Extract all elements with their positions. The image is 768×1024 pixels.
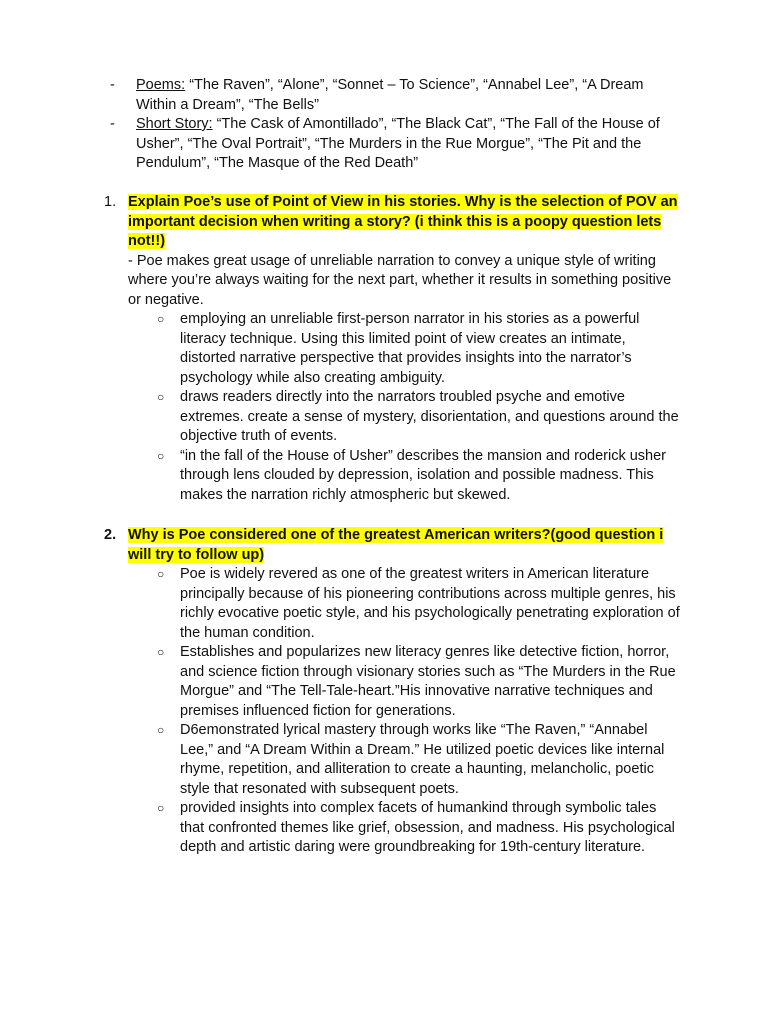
short-story-text: “The Cask of Amontillado”, “The Black Cat”, “The Fall of the House of Usher”, “The Oval Portrait”, “The Murders in the Rue Morgue”, “The Pit and the Pendulum”, “The Masque of the Red Death” xyxy=(136,116,660,171)
question-2-heading: Why is Poe considered one of the greatest American writers?(good question i will try to follow up) xyxy=(128,527,664,563)
hollow-circle-bullet-icon: ○ xyxy=(157,723,165,737)
hollow-circle-bullet-icon: ○ xyxy=(157,567,165,581)
list-item xyxy=(157,447,684,506)
question-1-bullets xyxy=(128,310,684,505)
list-item xyxy=(157,310,684,388)
bullet-text: D6emonstrated lyrical mastery through works like “The Raven,” “Annabel Lee,” and “A Dream Within a Dream.” He utilized poetic devices like internal rhyme, repetition, and alliteration to create a haunting, melancholic, poetic style that resonated with subsequent poets. xyxy=(180,722,665,797)
question-1-number: 1. xyxy=(104,194,117,210)
works-list xyxy=(110,76,680,174)
works-list-item-poems xyxy=(110,76,680,115)
list-item xyxy=(157,721,684,799)
bullet-text: Establishes and popularizes new literacy genres like detective fiction, horror, and science fiction through visionary stories such as “The Murders in the Rue Morgue” and “The Tell-Tale-heart.”His innovative narrative techniques and premises influenced fiction for generations. xyxy=(180,644,676,719)
question-2-number: 2. xyxy=(104,527,117,543)
bullet-text: employing an unreliable first-person narrator in his stories as a powerful literacy technique. Using this limited point of view creates an intimate, distorted narrative perspective that provides insights into the narrator’s psychology while also creating ambiguity. xyxy=(180,311,640,386)
works-list-item-short-story xyxy=(110,115,680,174)
bullet-text: Poe is widely revered as one of the greatest writers in American literature principally because of his pioneering contributions across multiple genres, his richly evocative poetic style, and his psychologically penetrating exploration of the human condition. xyxy=(180,566,680,641)
list-item xyxy=(157,799,684,858)
poems-text: “The Raven”, “Alone”, “Sonnet – To Science”, “Annabel Lee”, “A Dream Within a Dream”, “The Bells” xyxy=(136,77,644,113)
dash-marker: - xyxy=(110,116,115,132)
question-1 xyxy=(104,193,684,505)
question-2-bullets xyxy=(128,565,684,858)
hollow-circle-bullet-icon: ○ xyxy=(157,448,165,463)
question-2 xyxy=(104,526,684,858)
question-1-heading: Explain Poe’s use of Point of View in his stories. Why is the selection of POV an important decision when writing a story? (i think this is a poopy question lets not!!) xyxy=(128,194,678,249)
hollow-circle-bullet-icon: ○ xyxy=(157,645,165,659)
short-story-label: Short Story: xyxy=(136,116,213,132)
hollow-circle-bullet-icon: ○ xyxy=(157,390,165,404)
hollow-circle-bullet-icon: ○ xyxy=(157,312,165,326)
bullet-text: draws readers directly into the narrators troubled psyche and emotive extremes. create a sense of mystery, disorientation, and questions around the objective truth of events. xyxy=(180,389,679,444)
list-item xyxy=(157,388,684,447)
bullet-text: “in the fall of the House of Usher” describes the mansion and roderick usher through lens clouded by depression, isolation and possible madness. This makes the narration richly atmospheric but skewed. xyxy=(180,447,666,503)
list-item xyxy=(157,565,684,643)
dash-marker: - xyxy=(110,77,115,93)
bullet-text: provided insights into complex facets of humankind through symbolic tales that confronted themes like grief, obsession, and madness. His psychological depth and artistic daring were groundbreaking for 19th-century literature. xyxy=(180,800,675,855)
question-1-intro: - Poe makes great usage of unreliable narration to convey a unique style of writing where you’re always waiting for the next part, whether it results in something positive or negative. xyxy=(128,252,672,308)
hollow-circle-bullet-icon: ○ xyxy=(157,801,165,815)
poems-label: Poems: xyxy=(136,77,186,93)
list-item xyxy=(157,643,684,721)
